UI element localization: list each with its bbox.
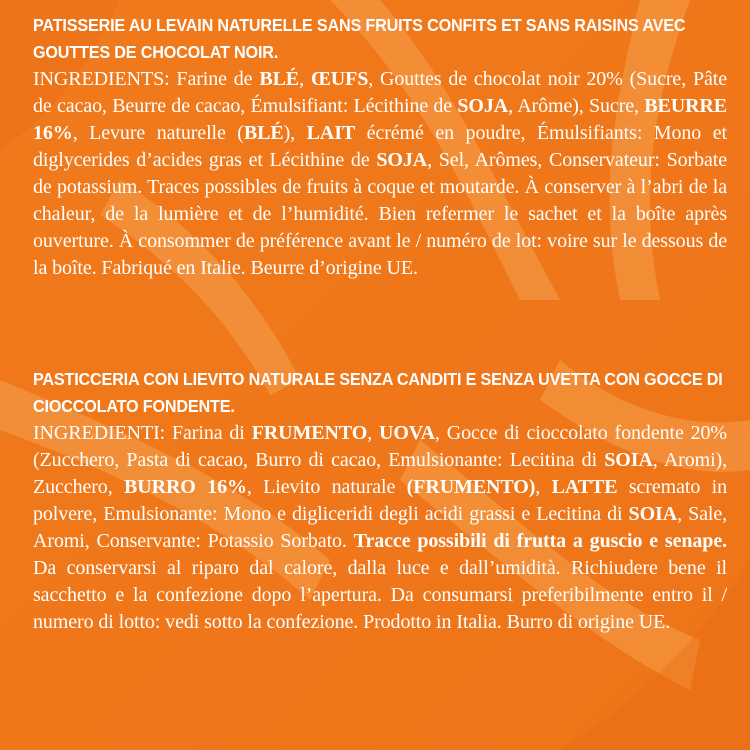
text-segment: , Gocce di cioccolato fondente 20% (Zucchero, Pasta di cacao, Burro di cacao, Emulsionante: Lecitina di	[33, 422, 727, 471]
french-section	[33, 12, 727, 282]
text-segment: , Sale, Aromi, Conservante: Potassio Sorbato.	[33, 503, 727, 552]
italian-ingredients	[33, 420, 727, 636]
italian-heading: PASTICCERIA CON LIEVITO NATURALE SENZA CANDITI E SENZA UVETTA CON GOCCE DI CIOCCOLATO FONDENTE.	[33, 369, 723, 416]
allergen-soy: SOIA	[628, 503, 678, 525]
allergen-wheat: FRUMENTO	[251, 422, 368, 444]
allergen-wheat: BLÉ	[259, 68, 300, 90]
french-ingredients	[33, 66, 727, 282]
allergen-milk: LAIT	[306, 122, 356, 144]
text-segment: , Levure naturelle (	[72, 122, 244, 144]
traces-warning: Tracce possibili di frutta a guscio e senape.	[353, 530, 727, 552]
text-segment: Da conservarsi al riparo dal calore, dalla luce e dall’umidità. Richiudere bene il sacchetto e la confezione dopo l’apertura. Da consumarsi preferibilmente entro il / numero di lotto: vedi sotto la confezione. Prodotto in Italia. Burro di origine UE.	[33, 557, 727, 633]
allergen-milk: LATTE	[551, 476, 618, 498]
italian-section	[33, 366, 727, 636]
text-segment: , Arôme), Sucre,	[508, 95, 645, 117]
text-segment: , Aromi), Zucchero,	[33, 449, 728, 498]
text-segment: , Sel, Arômes, Conservateur: Sorbate de potassium. Traces possibles de fruits à coque et moutarde. À conserver à l’abri de la chaleur, de la lumière et de l’humidité. Bien refermer le sachet et la boîte après ouverture. À consommer de préférence avant le / numéro de lot: voire sur le dessous de la boîte. Fabriqué en Italie. Beurre d’origine UE.	[33, 149, 727, 279]
text-segment: ),	[283, 122, 307, 144]
text-segment: écrémé en poudre, Émulsifiants: Mono et diglycerides d’acides gras et Lécithine de	[33, 122, 727, 171]
allergen-soy: SOIA	[604, 449, 653, 471]
text-segment: ,	[299, 68, 311, 90]
text-segment: , Gouttes de chocolat noir 20% (Sucre, Pâte de cacao, Beurre de cacao, Émulsifiant: Lécithine de	[33, 68, 727, 117]
text-segment: INGREDIENTS: Farine de	[33, 68, 260, 90]
text-segment: scremato in polvere, Emulsionante: Mono e digliceridi degli acidi grassi e Lecitina di	[33, 476, 727, 525]
allergen-eggs: ŒUFS	[310, 68, 369, 90]
allergen-wheat: BLÉ	[243, 122, 284, 144]
text-segment: INGREDIENTI: Farina di	[33, 422, 252, 444]
allergen-butter: BEURRE 16%	[33, 95, 727, 144]
allergen-butter: BURRO 16%	[124, 476, 247, 498]
text-segment: , Lievito naturale	[246, 476, 407, 498]
allergen-eggs: UOVA	[379, 422, 435, 444]
text-segment: ,	[535, 476, 552, 498]
allergen-soy: SOJA	[457, 95, 509, 117]
french-heading: PATISSERIE AU LEVAIN NATURELLE SANS FRUITS CONFITS ET SANS RAISINS AVEC GOUTTES DE CHOCOLAT NOIR.	[33, 15, 686, 62]
allergen-soy: SOJA	[376, 149, 428, 171]
allergen-wheat: (FRUMENTO)	[406, 476, 536, 498]
text-segment: ,	[367, 422, 379, 444]
